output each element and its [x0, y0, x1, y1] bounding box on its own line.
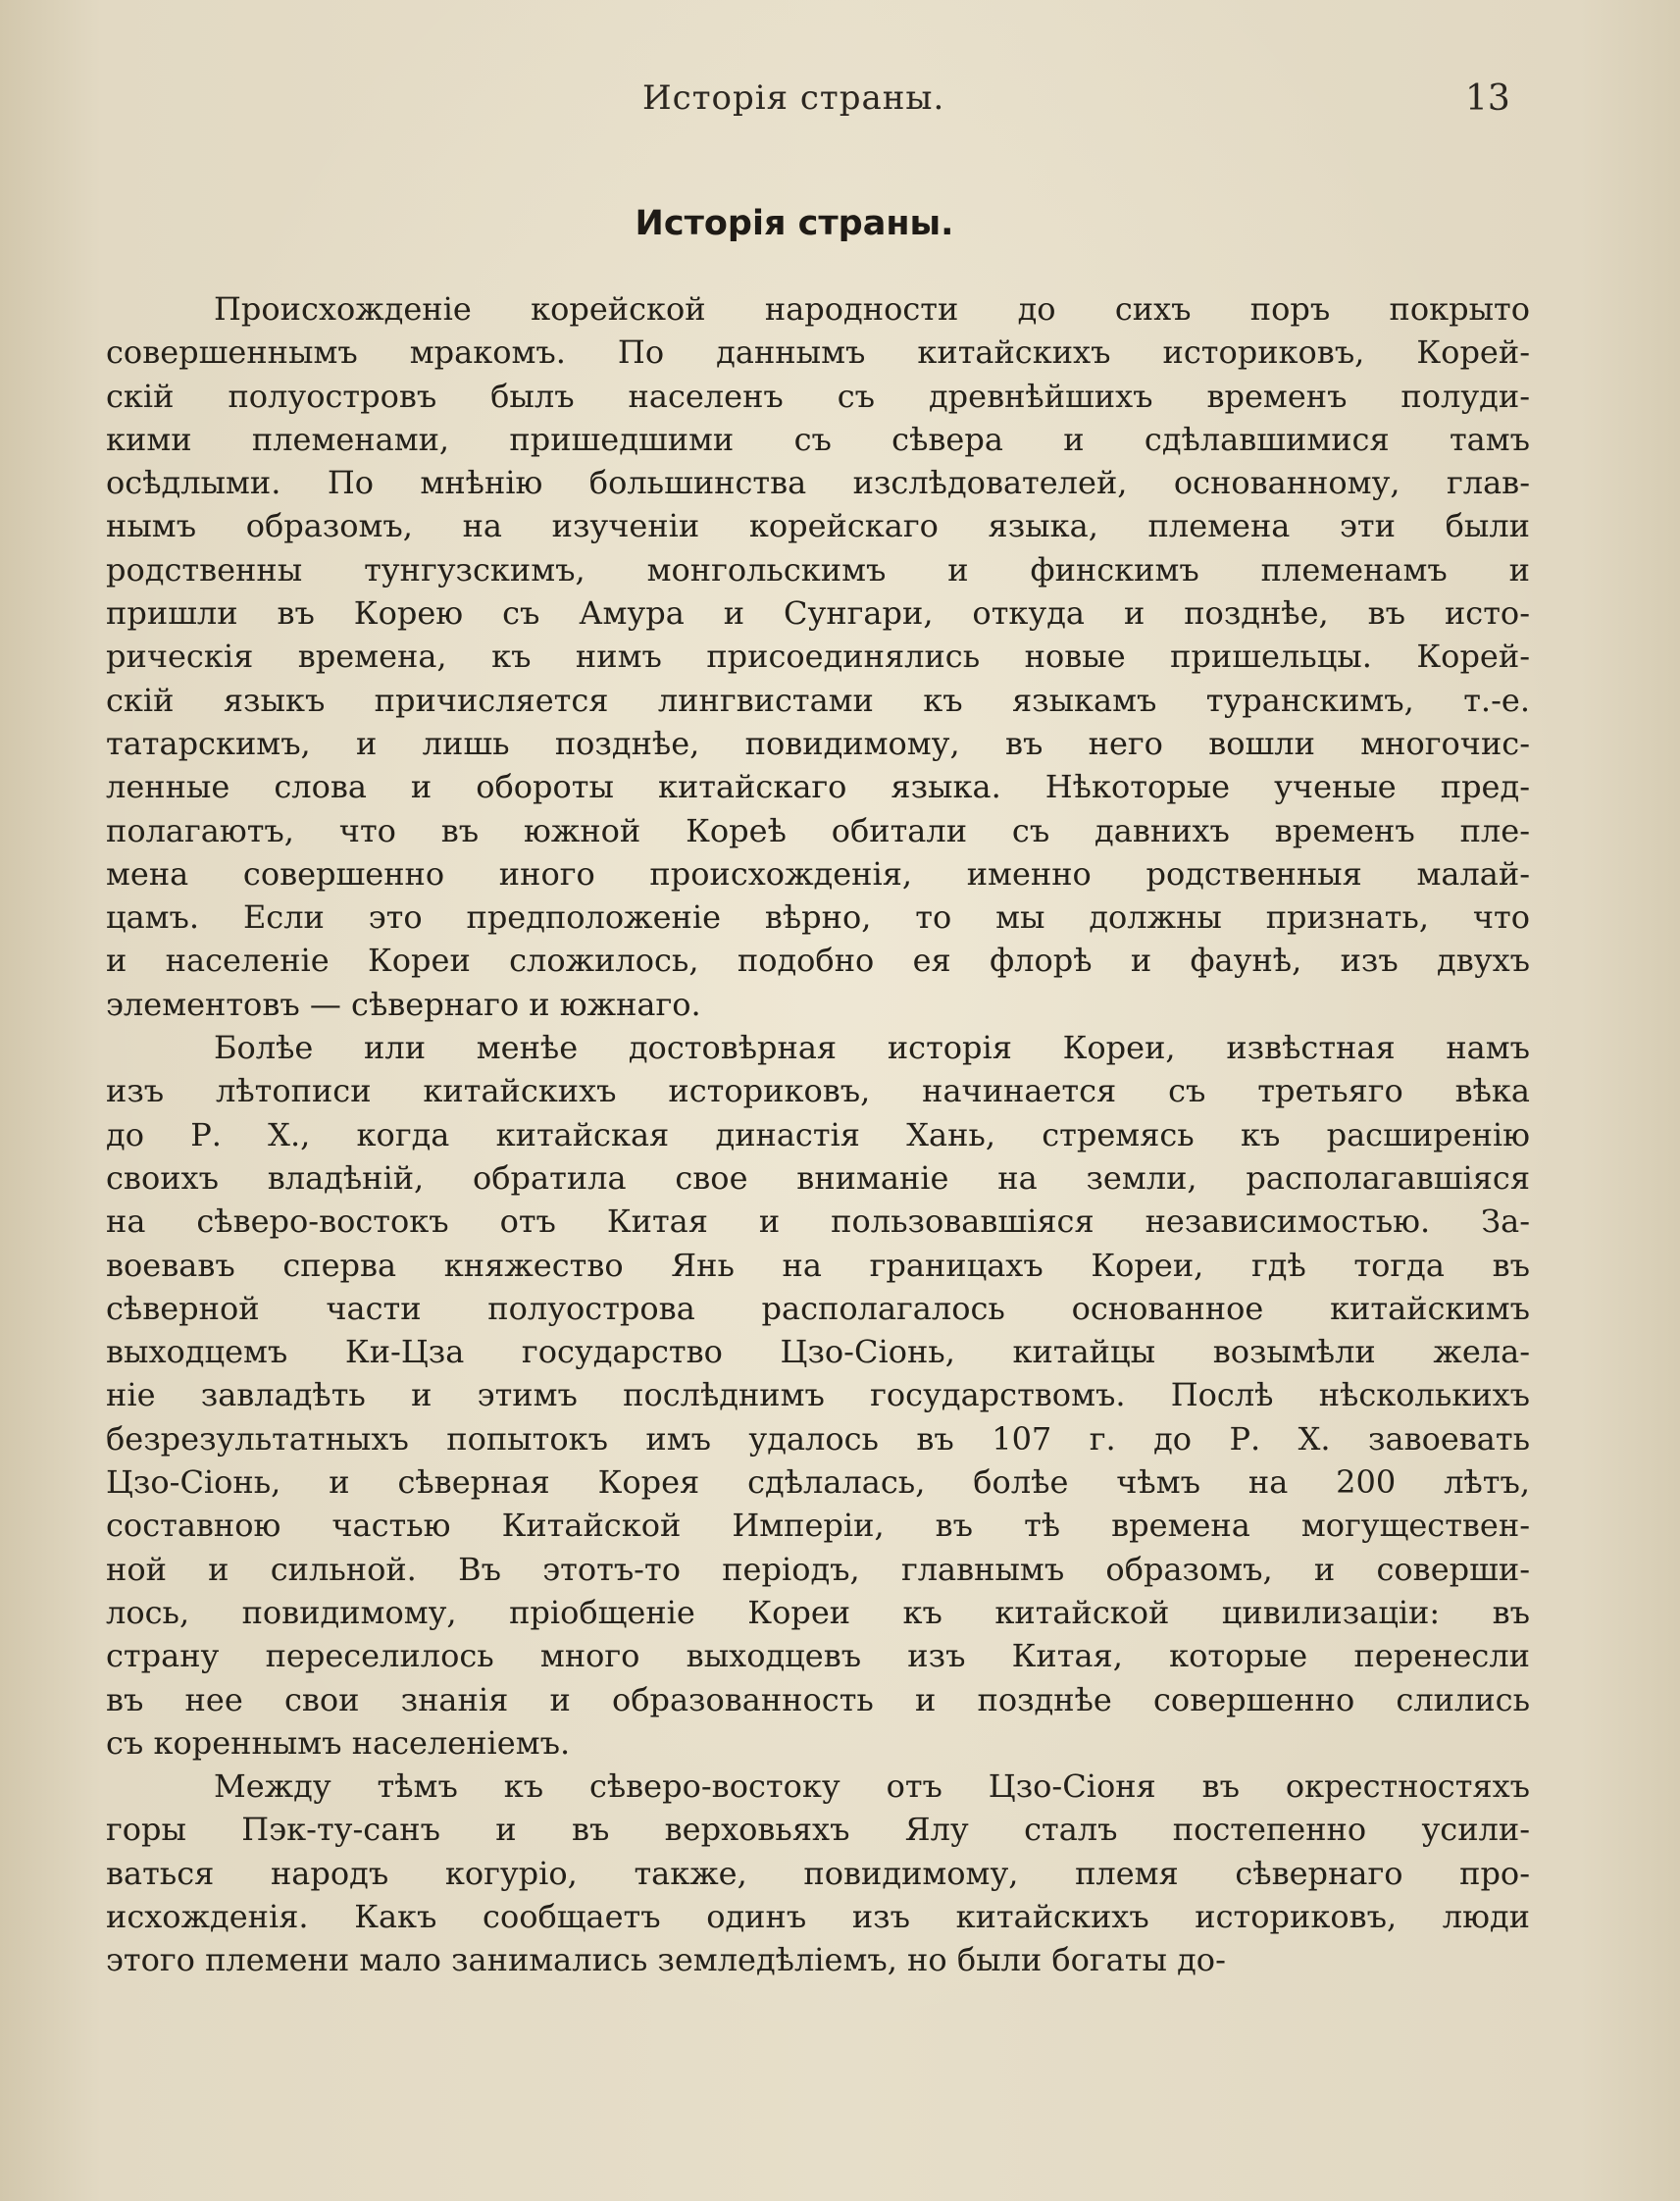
text-line: нымъ образомъ, на изученіи корейскаго языка, племена эти были	[106, 507, 1530, 545]
text-line: своихъ владѣній, обратила свое вниманіе на земли, располагавшіяся	[106, 1158, 1530, 1197]
text-line: и населеніе Кореи сложилось, подобно ея флорѣ и фаунѣ, изъ двухъ	[106, 942, 1530, 980]
text-line: элементовъ — сѣвернаго и южнаго.	[106, 985, 701, 1023]
text-line: ной и сильной. Въ этотъ-то періодъ, главнымъ образомъ, и соверши-	[106, 1550, 1530, 1588]
text-line: родственны тунгузскимъ, монгольскимъ и финскимъ племенамъ и	[106, 550, 1530, 589]
paragraph	[106, 287, 1530, 1026]
text-line: совершеннымъ мракомъ. По даннымъ китайскихъ историковъ, Корей-	[106, 333, 1530, 372]
text-line: мена совершенно иного происхожденія, именно родственныя малай-	[106, 854, 1530, 893]
text-line: Цзо-Сіонь, и сѣверная Корея сдѣлалась, болѣе чѣмъ на 200 лѣтъ,	[106, 1463, 1530, 1502]
section-title: Исторія страны.	[635, 204, 954, 243]
text-line: безрезультатныхъ попытокъ имъ удалось въ 107 г. до Р. Х. завоевать	[106, 1419, 1530, 1458]
page-number: 13	[1465, 78, 1510, 119]
text-line: полагаютъ, что въ южной Кореѣ обитали съ давнихъ временъ пле-	[106, 811, 1530, 849]
body-text	[106, 287, 1530, 1982]
text-line: ваться народъ когуріо, также, повидимому, племя сѣвернаго про-	[106, 1854, 1530, 1892]
text-line: въ нее свои знанія и образованность и позднѣе совершенно слились	[106, 1680, 1530, 1718]
text-line: исхожденія. Какъ сообщаетъ одинъ изъ китайскихъ историковъ, люди	[106, 1897, 1530, 1935]
text-line: скій языкъ причисляется лингвистами къ языкамъ туранскимъ, т.-е.	[106, 681, 1530, 719]
text-line: цамъ. Если это предположеніе вѣрно, то мы должны признать, что	[106, 898, 1530, 937]
text-line: татарскимъ, и лишь позднѣе, повидимому, въ него вошли многочис-	[106, 724, 1530, 762]
text-line: скій полуостровъ былъ населенъ съ древнѣйшихъ временъ полуди-	[106, 377, 1530, 415]
text-line: на сѣверо-востокъ отъ Китая и пользовавшіяся независимостью. За-	[106, 1203, 1530, 1241]
text-line: до Р. Х., когда китайская династія Хань, стремясь къ расширенію	[106, 1115, 1530, 1153]
paragraph	[106, 1026, 1530, 1765]
text-line: горы Пэк-ту-санъ и въ верховьяхъ Ялу сталъ постепенно усили-	[106, 1811, 1530, 1849]
text-line: воевавъ сперва княжество Янь на границахъ Кореи, гдѣ тогда въ	[106, 1246, 1530, 1284]
text-line: Болѣе или менѣе достовѣрная исторія Кореи, извѣстная намъ	[214, 1029, 1530, 1067]
text-line: составною частью Китайской Имперіи, въ тѣ времена могуществен-	[106, 1507, 1530, 1545]
text-line: этого племени мало занимались земледѣліемъ, но были богаты до-	[106, 1941, 1226, 1979]
text-line: Происхожденіе корейской народности до сихъ поръ покрыто	[214, 290, 1530, 328]
running-head	[0, 78, 1680, 118]
text-line: осѣдлыми. По мнѣнію большинства изслѣдователей, основанному, глав-	[106, 464, 1530, 502]
running-title: Исторія страны.	[642, 78, 945, 118]
text-line: кими племенами, пришедшими съ сѣвера и сдѣлавшимися тамъ	[106, 420, 1530, 458]
text-line: лось, повидимому, пріобщеніе Кореи къ китайской цивилизаціи: въ	[106, 1593, 1530, 1631]
paragraph	[106, 1765, 1530, 1981]
text-line: выходцемъ Ки-Цза государство Цзо-Сіонь, китайцы возымѣли жела-	[106, 1333, 1530, 1371]
text-line: рическія времена, къ нимъ присоединялись новые пришельцы. Корей-	[106, 638, 1530, 676]
text-line: ніе завладѣть и этимъ послѣднимъ государствомъ. Послѣ нѣсколькихъ	[106, 1376, 1530, 1414]
text-line: Между тѣмъ къ сѣверо-востоку отъ Цзо-Сіоня въ окрестностяхъ	[214, 1767, 1530, 1806]
text-line: ленные слова и обороты китайскаго языка. Нѣкоторые ученые пред-	[106, 768, 1530, 806]
text-line: съ кореннымъ населеніемъ.	[106, 1723, 571, 1762]
text-line: сѣверной части полуострова располагалось основанное китайскимъ	[106, 1289, 1530, 1327]
text-line: изъ лѣтописи китайскихъ историковъ, начинается съ третьяго вѣка	[106, 1072, 1530, 1110]
text-line: пришли въ Корею съ Амура и Сунгари, откуда и позднѣе, въ исто-	[106, 594, 1530, 633]
text-line: страну переселилось много выходцевъ изъ Китая, которые перенесли	[106, 1637, 1530, 1675]
